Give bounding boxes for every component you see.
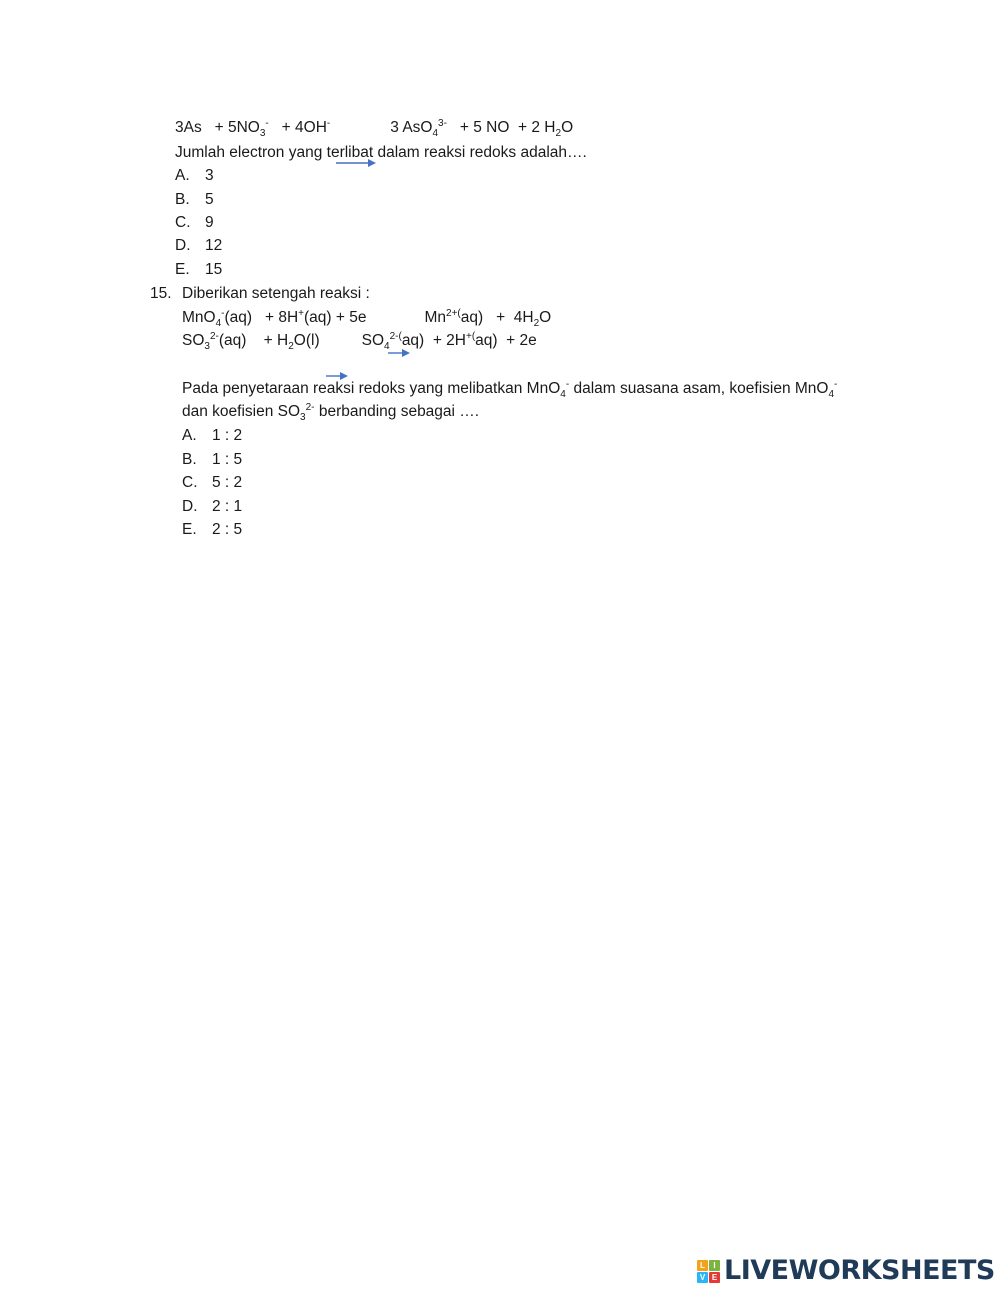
q15-option-e[interactable]: E. 2 : 5 xyxy=(182,521,243,538)
q15-option-c[interactable]: C. 5 : 2 xyxy=(182,474,243,491)
logo-letter: V xyxy=(697,1272,708,1283)
q14-option-d[interactable]: D. 12 xyxy=(175,237,223,254)
q14-equation-left: $3As + 5NO_3^- + 4OH^-$ xyxy=(175,117,331,140)
q15-question-line-1: Pada penyetaraan reaksi redoks yang melibatkan MnO$_4$- dalam suasana asam, koefisien MnO$_4$- xyxy=(182,378,838,401)
q14-option-c[interactable]: C. 9 xyxy=(175,214,214,231)
logo-grid-icon xyxy=(697,1260,720,1283)
logo-text: LIVEWORKSHEETS xyxy=(724,1255,995,1286)
q15-number: 15. xyxy=(150,285,172,302)
q15-half-reaction-1 xyxy=(182,308,551,328)
q15-half-reaction-2 xyxy=(182,331,537,351)
q14-equation-right: 3 AsO$_4^{3-}$ + 5 NO + 2 $H_2O$ xyxy=(390,117,574,140)
q14-equation xyxy=(175,118,573,138)
logo-letter: E xyxy=(709,1272,720,1283)
reaction-arrow-icon xyxy=(326,331,350,341)
q15-half2-left: $SO_3^{2-}(aq)$ + $H_2O(l)$ xyxy=(182,330,320,353)
reaction-arrow-icon xyxy=(336,118,376,128)
q15-option-a[interactable]: A. 1 : 2 xyxy=(182,427,243,444)
q14-option-a[interactable]: A. 3 xyxy=(175,167,214,184)
q15-half1-right: $Mn^{2+(}aq) + 4H_2O$ xyxy=(424,307,552,330)
q14-question: Jumlah electron yang terlibat dalam reaksi redoks adalah…. xyxy=(175,144,587,161)
q15-option-b[interactable]: B. 1 : 5 xyxy=(182,451,243,468)
q14-option-e[interactable]: E. 15 xyxy=(175,261,223,278)
q14-option-b[interactable]: B. 5 xyxy=(175,191,214,208)
logo-letter: I xyxy=(709,1260,720,1271)
logo-letter: L xyxy=(697,1260,708,1271)
liveworksheets-logo xyxy=(697,1256,995,1286)
q15-option-d[interactable]: D. 2 : 1 xyxy=(182,498,243,515)
q15-half1-left: MnO$_4$-(aq) + 8H+(aq) + 5e xyxy=(182,307,367,330)
q15-question-line-2: dan koefisien $SO_3^{2-}$ berbanding sebagai …. xyxy=(182,401,480,424)
q15-half2-right: $SO_4^{2-(}aq) + 2H^{+(}aq) + 2e$ xyxy=(361,330,537,353)
q15-intro: Diberikan setengah reaksi : xyxy=(182,285,370,302)
reaction-arrow-icon xyxy=(388,308,412,318)
